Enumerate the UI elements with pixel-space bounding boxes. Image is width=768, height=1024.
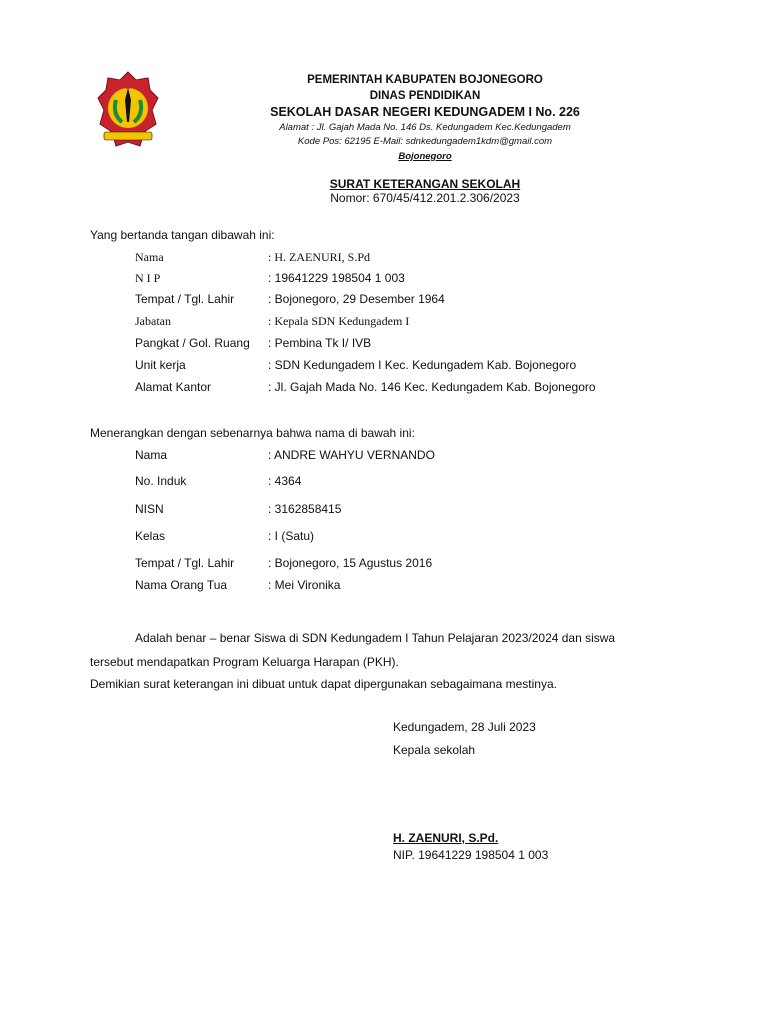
signer-label: Jabatan <box>135 314 171 328</box>
signature-name: H. ZAENURI, S.Pd. <box>393 831 499 845</box>
student-row <box>0 474 768 490</box>
body-line-1: Adalah benar – benar Siswa di SDN Kedungadem I Tahun Pelajaran 2023/2024 dan siswa <box>135 631 616 645</box>
signer-value: : 19641229 198504 1 003 <box>268 271 405 285</box>
student-label: Tempat / Tgl. Lahir <box>135 556 235 570</box>
signer-label: Pangkat / Gol. Ruang <box>135 336 250 350</box>
signer-label: Tempat / Tgl. Lahir <box>135 292 235 306</box>
signer-label: Alamat Kantor <box>135 380 212 394</box>
letterhead-government: PEMERINTAH KABUPATEN BOJONEGORO <box>307 74 543 86</box>
student-value: : ANDRE WAHYU VERNANDO <box>268 448 435 462</box>
signer-row <box>0 250 768 266</box>
student-label: Kelas <box>135 529 166 543</box>
signer-value: : Kepala SDN Kedungadem I <box>268 314 410 328</box>
student-value: : Mei Vironika <box>268 578 341 592</box>
signer-row <box>0 292 768 308</box>
student-value: : Bojonegoro, 15 Agustus 2016 <box>268 556 433 570</box>
signer-value: : SDN Kedungadem I Kec. Kedungadem Kab. Bojonegoro <box>268 358 577 372</box>
signer-value: : Pembina Tk I/ IVB <box>268 336 372 350</box>
document-title <box>230 177 620 206</box>
student-row <box>0 556 768 572</box>
statement-text: Menerangkan dengan sebenarnya bahwa nama di bawah ini: <box>90 426 415 440</box>
student-label: No. Induk <box>135 474 187 488</box>
body-line-2: tersebut mendapatkan Program Keluarga Harapan (PKH). <box>90 655 399 669</box>
signature-position: Kepala sekolah <box>393 743 476 757</box>
student-row <box>0 448 768 464</box>
student-label: Nama <box>135 448 168 462</box>
signer-value: : H. ZAENURI, S.Pd <box>268 250 371 264</box>
letterhead-department: DINAS PENDIDIKAN <box>369 90 481 102</box>
signer-value: : Jl. Gajah Mada No. 146 Kec. Kedungadem Kab. Bojonegoro <box>268 380 596 394</box>
regency-emblem-icon <box>96 70 160 154</box>
signature-place-date: Kedungadem, 28 Juli 2023 <box>393 720 536 734</box>
student-row <box>0 502 768 518</box>
signer-row <box>0 358 768 374</box>
student-value: : I (Satu) <box>268 529 315 543</box>
document-heading: SURAT KETERANGAN SEKOLAH <box>329 177 521 191</box>
student-row <box>0 578 768 594</box>
letterhead-address: Alamat : Jl. Gajah Mada No. 146 Ds. Kedungadem Kec.Kedungadem <box>279 122 571 133</box>
signer-row <box>0 314 768 330</box>
document-number: Nomor: 670/45/412.201.2.306/2023 <box>330 191 520 205</box>
letterhead-city: Bojonegoro <box>398 151 452 162</box>
signature-nip: NIP. 19641229 198504 1 003 <box>393 848 549 862</box>
student-label: Nama Orang Tua <box>135 578 228 592</box>
letterhead-school: SEKOLAH DASAR NEGERI KEDUNGADEM I No. 226 <box>270 105 580 119</box>
student-label: NISN <box>135 502 164 516</box>
letterhead <box>230 72 620 164</box>
signer-label: Nama <box>135 250 164 264</box>
letterhead-contact: Kode Pos: 62195 E-Mail: sdnkedungadem1kdm@gmail.com <box>297 136 553 147</box>
student-row <box>0 529 768 545</box>
intro-text: Yang bertanda tangan dibawah ini: <box>90 228 275 242</box>
signer-row <box>0 380 768 396</box>
student-value: : 3162858415 <box>268 502 342 516</box>
signer-value: : Bojonegoro, 29 Desember 1964 <box>268 292 445 306</box>
body-line-3: Demikian surat keterangan ini dibuat untuk dapat dipergunakan sebagaimana mestinya. <box>90 677 557 691</box>
signer-label: N I P <box>135 271 161 285</box>
signer-row <box>0 271 768 287</box>
signer-label: Unit kerja <box>135 358 186 372</box>
student-value: : 4364 <box>268 474 302 488</box>
signer-row <box>0 336 768 352</box>
